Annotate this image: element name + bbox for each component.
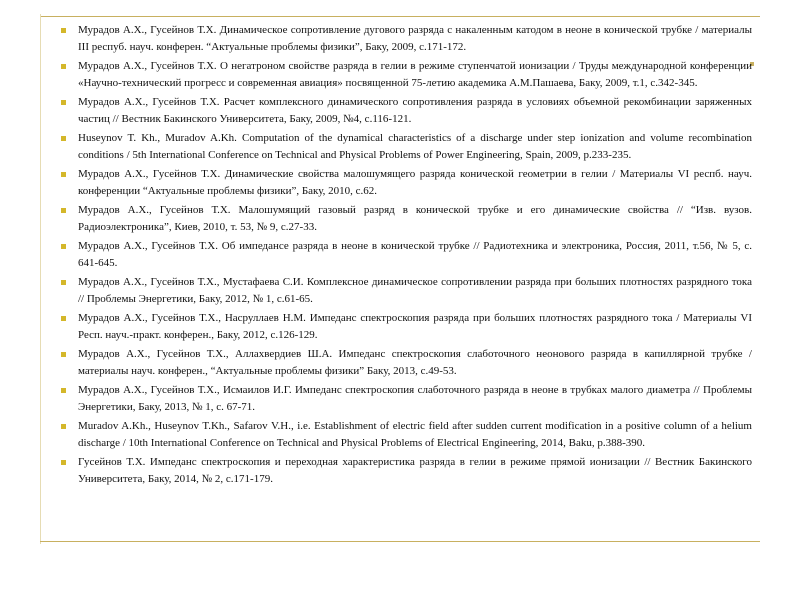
bullet-icon [61, 316, 66, 321]
left-rule [40, 14, 41, 544]
reference-item [58, 382, 752, 416]
bottom-rule [40, 541, 760, 542]
reference-item [58, 130, 752, 164]
reference-text: Мурадов А.Х., Гусейнов Т.Х. Малошумящий газовый разряд в конической трубке и его динамические свойства // “Изв. вузов. Радиоэлектроника”, Киев, 2010, т. 53, № 9, с.27-33. [78, 204, 752, 233]
bullet-icon [61, 100, 66, 105]
bullet-icon [61, 460, 66, 465]
reference-text: Huseynov T. Kh., Muradov A.Kh. Computation of the dynamical characteristics of a discharge under step ionization and volume recombination conditions / 5th International Conference on Technical and Physical Problems of Power Engineering, Spain, 2009, p.233-235. [78, 132, 752, 161]
reference-text: Мурадов А.Х., Гусейнов Т.Х., Мустафаева С.И. Комплексное динамическое сопротивлении разряда при больших плотностях разрядного тока // Проблемы Энергетики, Баку, 2012, № 1, с.61-65. [78, 276, 752, 305]
reference-text: Мурадов А.Х., Гусейнов Т.Х. Об импедансе разряда в неоне в конической трубке // Радиотехника и электроника, Россия, 2011, т.56, № 5, с. 641-645. [78, 240, 752, 269]
bullet-icon [61, 280, 66, 285]
bullet-icon [61, 388, 66, 393]
reference-text: Мурадов А.Х., Гусейнов Т.Х., Исмаилов И.Г. Импеданс спектроскопия слаботочного разряда в неоне в трубках малого диаметра // Проблемы Энергетики, Баку, 2013, № 1, с. 67-71. [78, 384, 752, 413]
bullet-icon [61, 172, 66, 177]
reference-item [58, 238, 752, 272]
reference-item [58, 274, 752, 308]
reference-item [58, 346, 752, 380]
reference-list [58, 22, 752, 490]
top-rule [40, 16, 760, 17]
reference-item [58, 94, 752, 128]
reference-text: Мурадов А.Х., Гусейнов Т.Х., Насруллаев Н.М. Импеданс спектроскопия разряда при больших плотностях разрядного тока / Материалы VI Респ. науч.-практ. конферен., Баку, 2012, с.126-129. [78, 312, 752, 341]
reference-item [58, 454, 752, 488]
reference-text: Мурадов А.Х., Гусейнов Т.Х. Динамические свойства малошумящего разряда конической геометрии в гелии / Материалы VI респб. науч. конференции “Актуальные проблемы физики”, Баку, 2010, с.62. [78, 168, 752, 197]
reference-item [58, 418, 752, 452]
reference-text: Мурадов А.Х., Гусейнов Т.Х., Аллахвердиев Ш.А. Импеданс спектроскопия слаботочного неонового разряда в капиллярной трубке / материалы науч. конферен., “Актуальные проблемы физики” Баку, 2013, с.49-53. [78, 348, 752, 377]
reference-item [58, 58, 752, 92]
reference-item [58, 310, 752, 344]
bullet-icon [61, 136, 66, 141]
reference-text: Muradov A.Kh., Huseynov T.Kh., Safarov V.H., i.e. Establishment of electric field after sudden current modification in a positive column of a helium discharge / 10th International Conference on Technical and Physical Problems of Electrical Engineering, 2014, Baku, p.388-390. [78, 420, 752, 449]
bullet-icon [61, 208, 66, 213]
bullet-icon [61, 244, 66, 249]
reference-item [58, 22, 752, 56]
reference-text: Мурадов А.Х., Гусейнов Т.Х. О негатроном свойстве разряда в гелии в режиме ступенчатой ионизации / Труды международной конференции «Научно-технический прогресс и современная авиация» посвященной 75-летию академика А.М.Пашаева, Баку, 2009, т.1, с.342-345. [78, 60, 752, 89]
bullet-icon [61, 424, 66, 429]
reference-text: Мурадов А.Х., Гусейнов Т.Х. Динамическое сопротивление дугового разряда с накаленным катодом в неоне в конической трубке / материалы III респуб. науч. конферен. “Актуальные проблемы физики”, Баку, 2009, с.171-172. [78, 24, 752, 53]
bullet-icon [61, 352, 66, 357]
bullet-icon [61, 28, 66, 33]
reference-item [58, 202, 752, 236]
reference-text: Гусейнов Т.Х. Импеданс спектроскопия и переходная характеристика разряда в гелии в режиме прямой ионизации // Вестник Бакинского Университета, Баку, 2014, № 2, с.171-179. [78, 456, 752, 485]
reference-text: Мурадов А.Х., Гусейнов Т.Х. Расчет комплексного динамического сопротивления разряда в условиях объемной рекомбинации заряженных частиц // Вестник Бакинского Университета, Баку, 2009, №4, с.116-121. [78, 96, 752, 125]
reference-item [58, 166, 752, 200]
bullet-icon [61, 64, 66, 69]
